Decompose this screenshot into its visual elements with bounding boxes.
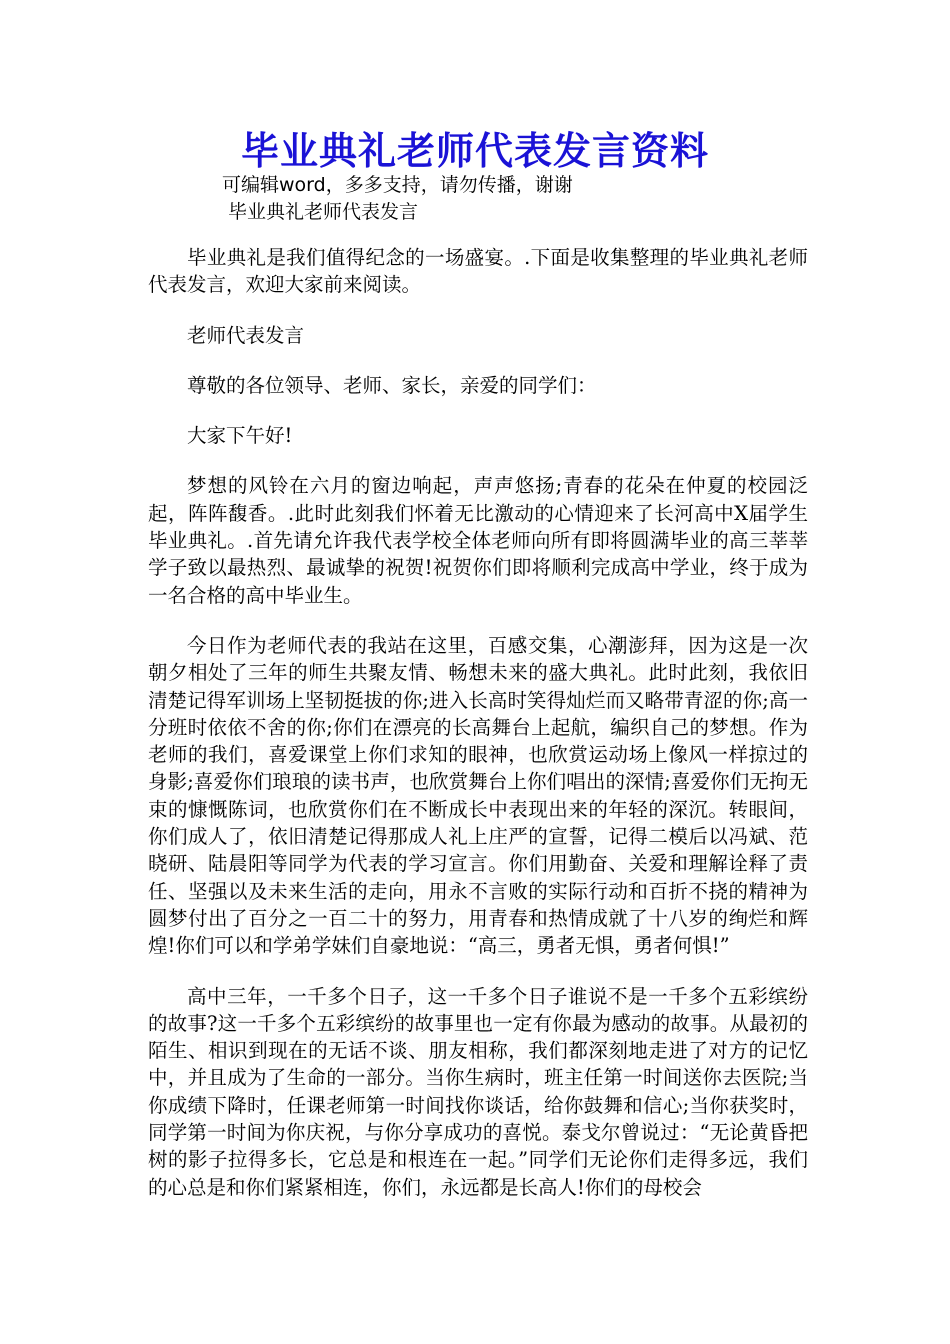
salutation: 尊敬的各位领导、老师、家长，亲爱的同学们： (187, 373, 597, 397)
section-heading: 老师代表发言 (187, 323, 305, 347)
intro-paragraph: 毕业典礼是我们值得纪念的一场盛宴。.下面是收集整理的毕业典礼老师代表发言，欢迎大家前来阅读。 (148, 246, 808, 297)
body-paragraph: 今日作为老师代表的我站在这里，百感交集，心潮澎拜，因为这是一次朝夕相处了三年的师生共聚友情、畅想未来的盛大典礼。此时此刻，我依旧清楚记得军训场上坚韧挺拔的你;进入长高时笑得灿烂而又略带青涩的你;高一分班时依依不舍的你;你们在漂亮的长高舞台上起航，编织自己的梦想。作为老师的我们，喜爱课堂上你们求知的眼神，也欣赏运动场上像风一样掠过的身影;喜爱你们琅琅的读书声，也欣赏舞台上你们唱出的深情;喜爱你们无拘无束的慷慨陈词，也欣赏你们在不断成长中表现出来的年轻的深沉。转眼间，你们成人了，依旧清楚记得那成人礼上庄严的宣誓，记得二模后以冯斌、范晓研、陆晨阳等同学为代表的学习宣言。你们用勤奋、关爱和理解诠释了责任、坚强以及未来生活的走向，用永不言败的实际行动和百折不挠的精神为圆梦付出了百分之一百二十的努力，用青春和热情成就了十八岁的绚烂和辉煌!你们可以和学弟学妹们自豪地说：“高三，勇者无惧，勇者何惧!” (148, 633, 808, 958)
body-paragraph: 高中三年，一千多个日子，这一千多个日子谁说不是一千多个五彩缤纷的故事?这一千多个五彩缤纷的故事里也一定有你最为感动的故事。从最初的陌生、相识到现在的无话不谈、朋友相称，我们都深刻地走进了对方的记忆中，并且成为了生命的一部分。当你生病时，班主任第一时间送你去医院;当你成绩下降时，任课老师第一时间找你谈话，给你鼓舞和信心;当你获奖时，同学第一时间为你庆祝，与你分享成功的喜悦。泰戈尔曾说过：“无论黄昏把树的影子拉得多长，它总是和根连在一起。”同学们无论你们走得多远，我们的心总是和你们紧紧相连，你们，永远都是长高人!你们的母校会 (148, 984, 808, 1199)
document-heading: 毕业典礼老师代表发言 (228, 201, 419, 223)
body-paragraph: 梦想的风铃在六月的窗边响起，声声悠扬;青春的花朵在仲夏的校园泛起，阵阵馥香。.此时此刻我们怀着无比激动的心情迎来了长河高中X届学生毕业典礼。.首先请允许我代表学校全体老师向所有即将圆满毕业的高三莘莘学子致以最热烈、最诚挚的祝贺!祝贺你们即将顺利完成高中学业，终于成为一名合格的高中毕业生。 (148, 474, 808, 607)
document-body (148, 244, 808, 1224)
greeting: 大家下午好! (187, 424, 293, 448)
document-title: 毕业典礼老师代表发言资料 (240, 129, 709, 173)
document-subtitle: 可编辑word，多多支持，请勿传播，谢谢 (222, 174, 573, 196)
